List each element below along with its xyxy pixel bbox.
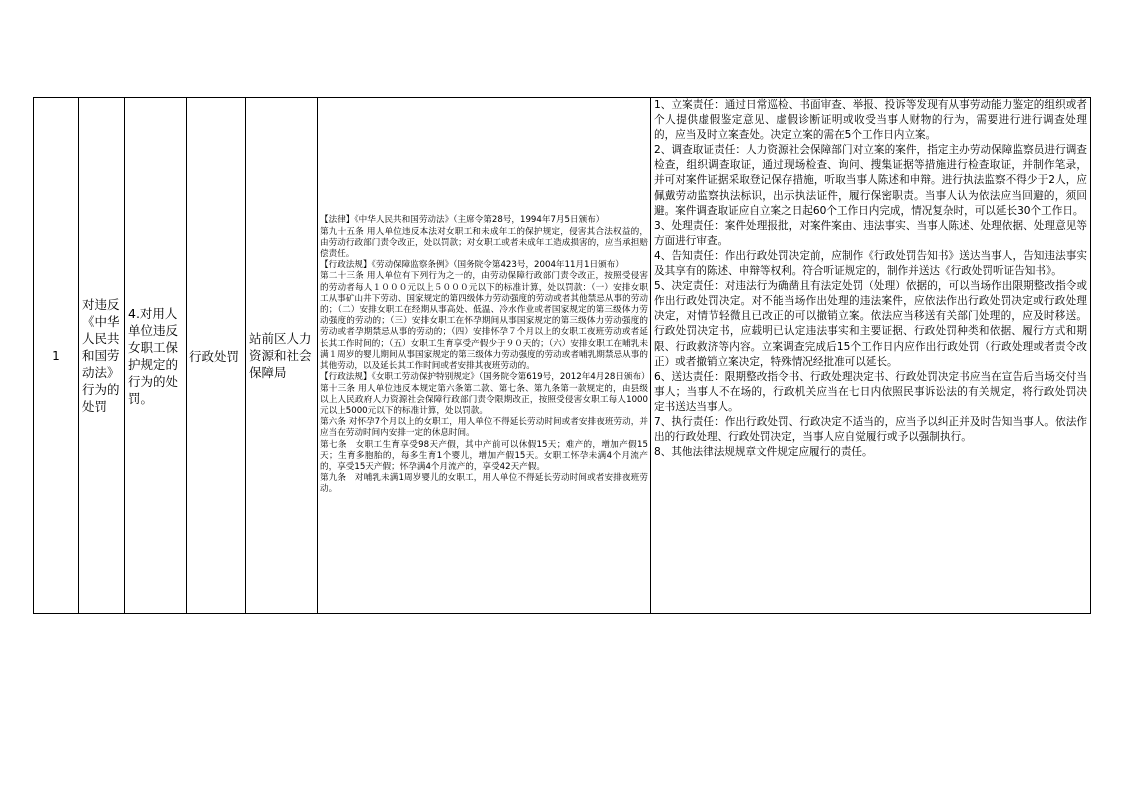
legal-basis-cell [318, 98, 651, 614]
department-name: 站前区人力资源和社会保障局 [249, 331, 312, 380]
sub-item-name: 4.对用人单位违反女职工保护规定的行为的处罚。 [128, 305, 179, 406]
basis-paragraph: 第六条 对怀孕7个月以上的女职工，用人单位不得延长劳动时间或者安排夜班劳动，并应当在劳动时间内安排一定的休息时间。 [320, 417, 648, 439]
responsibilities [654, 98, 1087, 460]
basis-paragraph: 【行政法规】《劳动保障监察条例》（国务院令第423号，2004年11月1日颁布） [320, 260, 624, 271]
power-type-cell [187, 98, 246, 614]
duty-paragraph: 3、处理责任：案件处理报批，对案件案由、违法事实、当事人陈述、处理依据、处理意见等方面进行审查。 [654, 219, 1087, 247]
serial-number-cell [34, 98, 79, 614]
responsibility-cell [651, 98, 1091, 614]
serial-number: 1 [52, 348, 60, 363]
sub-item-cell [125, 98, 187, 614]
basis-paragraph: 第七条 女职工生育享受98天产假，其中产前可以休假15天；难产的，增加产假15天；生育多胞胎的，每多生育1个婴儿，增加产假15天。女职工怀孕未满4个月流产的，享受15天产假；怀孕满4个月流产的，享受42天产假。 [320, 439, 648, 472]
duty-paragraph: 1、立案责任：通过日常巡检、书面审查、举报、投诉等发现有从事劳动能力鉴定的组织或者个人提供虚假鉴定意见、虚假诊断证明或收受当事人财物的行为，需要进行进行调查处理的，应当及时立案查处。决定立案的需在5个工作日内立案。 [654, 99, 1087, 142]
responsibility-table [33, 97, 1091, 614]
legal-basis [320, 215, 648, 495]
basis-paragraph: 第九条 对哺乳未满1周岁婴儿的女职工，用人单位不得延长劳动时间或者安排夜班劳动。 [320, 473, 648, 495]
duty-paragraph: 6、送达责任：限期整改指令书、行政处理决定书、行政处罚决定书应当在宣告后当场交付当事人；当事人不在场的，行政机关应当在七日内依照民事诉讼法的有关规定，将行政处罚决定书送达当事人。 [654, 370, 1087, 413]
basis-paragraph: 【法律】《中华人民共和国劳动法》（主席令第28号，1994年7月5日颁布） [320, 215, 605, 226]
department-cell [246, 98, 318, 614]
duty-paragraph: 7、执行责任：作出行政处罚、行政决定不适当的，应当予以纠正并及时告知当事人。依法作出的行政处理、行政处罚决定，当事人应自觉履行或予以强制执行。 [654, 415, 1087, 444]
basis-paragraph: 第九十五条 用人单位违反本法对女职工和未成年工的保护规定，侵害其合法权益的，由劳动行政部门责令改正，处以罚款；对女职工或者未成年工造成损害的，应当承担赔偿责任。 [320, 226, 648, 260]
power-type: 行政处罚 [189, 348, 240, 364]
basis-paragraph: 第十三条 用人单位违反本规定第六条第二款、第七条、第九条第一款规定的，由县级以上人民政府人力资源社会保障行政部门责令限期改正，按照受侵害女职工每人1000元以上5000元以下的标准计算，处以罚款。 [320, 383, 648, 416]
basis-paragraph: 第二十三条 用人单位有下列行为之一的，由劳动保障行政部门责令改正，按照受侵害的劳动者每人１０００元以上５０００元以下的标准计算，处以罚款：（一）安排女职工从事矿山井下劳动、国家规定的第四级体力劳动强度的劳动或者其他禁忌从事的劳动的；（二）安排女职工在经期从事高处、低温、冷水作业或者国家规定的第三级体力劳动强度的劳动的；（三）安排女职工在怀孕期间从事国家规定的第三级体力劳动强度的劳动或者孕期禁忌从事的劳动的；（四）安排怀孕７个月以上的女职工夜班劳动或者延长其工作时间的；（五）女职工生育享受产假少于９０天的；（六）安排女职工在哺乳未满１周岁的婴儿期间从事国家规定的第三级体力劳动强度的劳动或者哺乳期禁忌从事的其他劳动，以及延长其工作时间或者安排其夜班劳动的。 [320, 271, 648, 372]
duty-paragraph: 4、告知责任：作出行政处罚决定前，应制作《行政处罚告知书》送达当事人，告知违法事实及其享有的陈述、申辩等权利。符合听证规定的，制作并送达《行政处罚听证告知书》。 [654, 249, 1087, 278]
power-item-name: 对违反《中华人民共和国劳动法》行为的处罚 [82, 297, 120, 414]
duty-paragraph: 8、其他法律法规规章文件规定应履行的责任。 [654, 446, 873, 459]
duty-paragraph: 2、调查取证责任：人力资源社会保障部门对立案的案件，指定主办劳动保障监察员进行调查检查，组织调查取证，通过现场检查、询问、搜集证据等措施进行检查取证，并制作笔录，并可对案件证据采取登记保存措施，听取当事人陈述和申辩。进行执法监察不得少于2人，应佩戴劳动监察执法标识，出示执法证件，履行保密职责。当事人认为依法应当回避的，须回避。案件调查取证应自立案之日起60个工作日内完成，情况复杂时，可以延长30个工作日。 [654, 144, 1087, 217]
duty-paragraph: 5、决定责任：对违法行为确凿且有法定处罚（处理）依据的，可以当场作出限期整改指令或作出行政处罚决定。对不能当场作出处理的违法案件，应依法作出行政处罚决定或行政处理决定，对情节轻微且已改正的可以撤销立案。依法应当移送有关部门处理的，应及时移送。行政处罚决定书，应载明已认定违法事实和主要证据、行政处罚种类和依据、履行方式和期限、行政救济等内容。立案调查完成后15个工作日内应作出行政处罚（行政处理或者责令改正）或者撤销立案决定，特殊情况经批准可以延长。 [654, 280, 1087, 368]
power-item-cell [79, 98, 125, 614]
table-row [34, 98, 1091, 614]
basis-paragraph: 【行政法规】《女职工劳动保护特别规定》（国务院令第619号，2012年4月28日颁布） [320, 372, 650, 383]
